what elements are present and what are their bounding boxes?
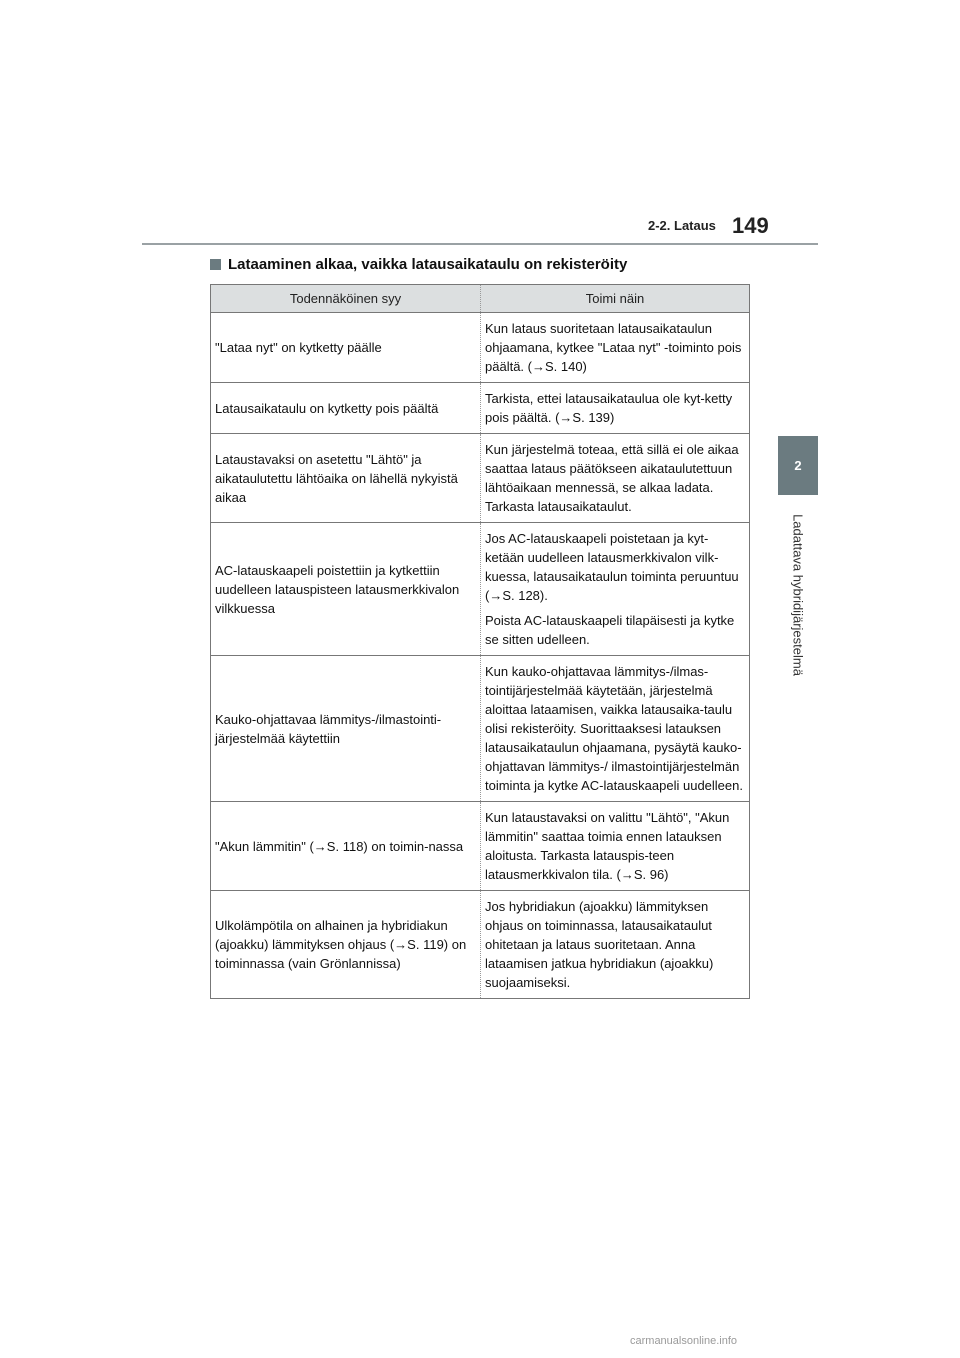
square-bullet-icon [210, 259, 221, 270]
action-text: Poista AC-latauskaapeli tilapäisesti ja kytke se sitten udelleen. [485, 613, 735, 647]
table-row [211, 434, 750, 523]
cause-cell: "Lataa nyt" on kytketty päälle [211, 313, 481, 383]
action-cell [481, 313, 750, 383]
action-cell [481, 383, 750, 434]
action-text: Kun lataustavaksi on valittu "Lähtö", "Akun lämmitin" saattaa toimia ennen latauksen aloitusta. Tarkasta latauspis-teen latausmerkkivalon tila. (→S. 96) [485, 810, 730, 882]
page-number: 149 [732, 213, 769, 238]
action-cell [481, 891, 750, 999]
header-divider [142, 243, 818, 245]
table-row [211, 313, 750, 383]
action-text: Kun lataus suoritetaan latausaikataulun ohjaamana, kytkee "Lataa nyt" -toiminto pois päältä. (→S. 140) [485, 321, 742, 374]
table-row [211, 656, 750, 802]
chapter-label: Ladattava hybridijärjestelmä [790, 514, 806, 676]
chapter-tab [778, 436, 818, 495]
cause-cell: "Akun lämmitin" (→S. 118) on toimin-nassa [211, 802, 481, 891]
table-row [211, 383, 750, 434]
cause-cell: Ulkolämpötila on alhainen ja hybridiakun (ajoakku) lämmityksen ohjaus (→S. 119) on toiminnassa (vain Grönlannissa) [211, 891, 481, 999]
cause-cell: AC-latauskaapeli poistettiin ja kytkettiin uudelleen latauspisteen latausmerkkivalon vilkkuessa [211, 523, 481, 656]
action-text: Kun kauko-ohjattavaa lämmitys-/ilmas-tointijärjestelmää käytetään, järjestelmä aloittaa lataamisen, vaikka latausaika-taulu olisi rekisteröity. Suorittaaksesi latauksen latausaikataulun ohjaamana, pysäytä kauko-ohjattavan lämmitys-/ ilmastointijärjestelmän toiminta ja kytke AC-latauskaapeli uudelleen. [485, 664, 743, 793]
section-title-text: Lataaminen alkaa, vaikka latausaikataulu on rekisteröity [228, 256, 628, 273]
chapter-number: 2 [794, 458, 802, 473]
action-cell [481, 656, 750, 802]
section-title [210, 256, 627, 273]
action-cell [481, 523, 750, 656]
section-header: 2-2. Lataus [648, 218, 716, 233]
column-header-cause: Todennäköinen syy [211, 285, 481, 313]
action-cell [481, 434, 750, 523]
cause-cell: Lataustavaksi on asetettu "Lähtö" ja aikataulutettu lähtöaika on lähellä nykyistä aikaa [211, 434, 481, 523]
table-body [211, 313, 750, 999]
action-text: Kun järjestelmä toteaa, että sillä ei ole aikaa saattaa lataus päätökseen aikataulutettuun lähtöaikaan mennessä, se alkaa ladata. Tarkasta latausaikataulut. [485, 442, 739, 514]
column-header-action: Toimi näin [481, 285, 750, 313]
table-header-row [211, 285, 750, 313]
table-row [211, 891, 750, 999]
cause-cell: Latausaikataulu on kytketty pois päältä [211, 383, 481, 434]
action-text: Tarkista, ettei latausaikataulua ole kyt-ketty pois päältä. (→S. 139) [485, 391, 733, 425]
troubleshooting-table [210, 284, 750, 999]
action-text: Jos hybridiakun (ajoakku) lämmityksen ohjaus on toiminnassa, latausaikataulut ohitetaan ja lataus suoritetaan. Anna lataamisen jatkua hybridiakun (ajoakku) suojaamiseksi. [485, 899, 714, 990]
action-cell [481, 802, 750, 891]
footer-watermark: carmanualsonline.info [630, 1335, 738, 1347]
action-text: Jos AC-latauskaapeli poistetaan ja kyt-ketään uudelleen latausmerkkivalon vilk-kuessa, latausaikataulun toiminta peruuntuu (→S. 128). [485, 531, 739, 603]
cause-cell: Kauko-ohjattavaa lämmitys-/ilmastointi-järjestelmää käytettiin [211, 656, 481, 802]
table-row [211, 802, 750, 891]
table-row [211, 523, 750, 656]
